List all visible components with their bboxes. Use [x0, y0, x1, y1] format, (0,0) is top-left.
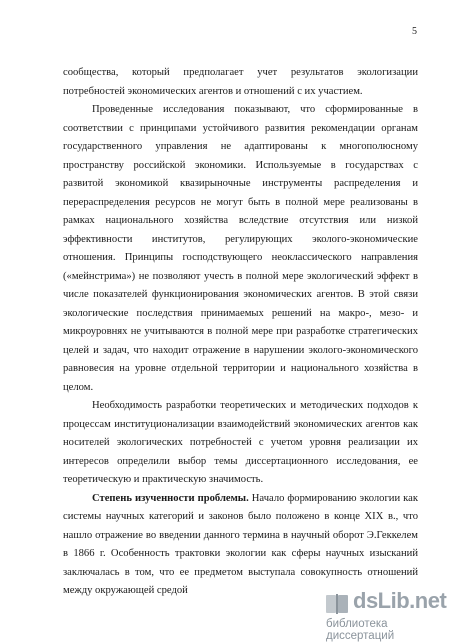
- paragraph-4-text: Начало формированию экологии как системы научных категорий и законов было положено в конце XIX в., что нашло отражение во введении данного термина в научный оборот Э.Геккелем в 1866 г. Особенность трактовки экологии как сферы научных изысканий заключалась в том, что ее предметом выступала совокупность отношений между окружающей средой: [63, 492, 418, 596]
- document-body: [63, 64, 418, 601]
- paragraph-2: [63, 101, 418, 397]
- watermark-subtitle: библиотека диссертаций: [326, 618, 395, 642]
- paragraph-3: [63, 397, 418, 490]
- paragraph-4-bold-lead: Степень изученности проблемы.: [92, 492, 249, 504]
- paragraph-4: [63, 490, 418, 601]
- dslib-watermark: [320, 588, 448, 642]
- paragraph-1-text: сообщества, который предполагает учет результатов экологизации потребностей экономических агентов и отношений с их участием.: [63, 67, 418, 97]
- paragraph-2-text: Проведенные исследования показывают, что сформированные в соответствии с принципами устойчивого развития рекомендации органам государственного управления не адаптированы к многополюсному пространству российской экономики. Используемые в государствах с развитой экономикой квазирыночные инструменты распределения и перераспределения ресурсов не могут быть в полной мере реализованы в рамках национального хозяйства вследствие отсутствия или низкой эффективности институтов, регулирующих эколого-экономические отношения. Принципы господствующего неоклассического направления («мейнстрима») не позволяют учесть в полной мере экологический эффект в числе показателей функционирования экономических агентов. В этой связи экологические последствия принимаемых решений на макро-, мезо- и микроуровнях не учитываются в полной мере при разработке стратегических целей и задач, что находит отражение в нарушении эколого-экономического равновесия на уровне отдельной территории и национального хозяйства в целом.: [63, 104, 418, 393]
- watermark-logo-text: dsLib.net: [353, 588, 447, 613]
- paragraph-1: [63, 64, 418, 101]
- page-number: 5: [412, 26, 417, 37]
- paragraph-3-text: Необходимость разработки теоретических и методических подходов к процессам институционализации взаимодействий экономических агентов как носителей экологических потребностей с учетом уровня реализации их интересов определили выбор темы диссертационного исследования, ее теоретическую и практическую значимость.: [63, 400, 418, 485]
- book-logo-icon: [324, 591, 350, 617]
